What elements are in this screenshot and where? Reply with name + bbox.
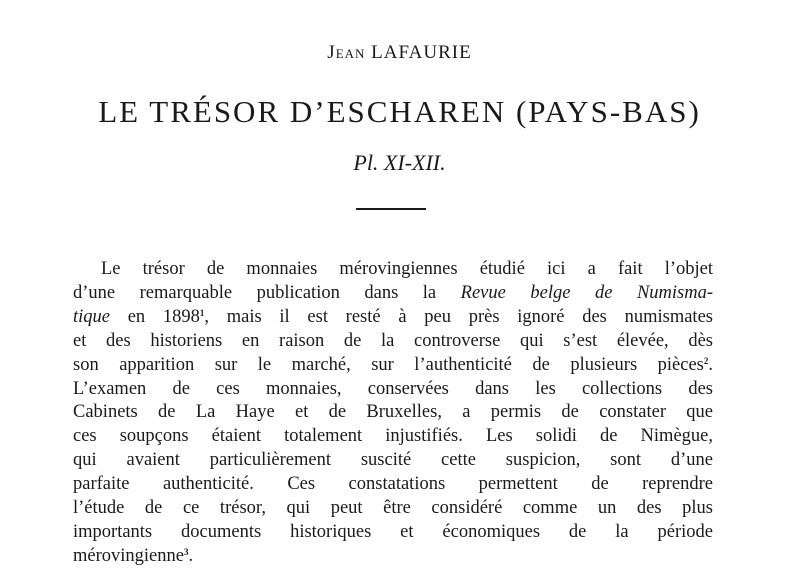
text-segment: mérovingienne <box>73 545 184 566</box>
text-line <box>73 282 713 306</box>
footnote-marker: 3 <box>183 546 189 557</box>
text-line <box>73 306 713 330</box>
journal-title-italic: Revue belge de Numisma- <box>460 282 713 303</box>
text-segment: , mais il est resté à peu près ignoré des numismates <box>204 306 713 327</box>
text-segment: parfaite authenticité. Ces constatations permettent de reprendre <box>73 474 713 495</box>
text-line <box>73 521 713 545</box>
text-line <box>73 497 713 521</box>
footnote-marker: 1 <box>199 307 205 318</box>
text-line <box>73 449 713 473</box>
text-line <box>73 425 713 449</box>
footnote-marker: 2 <box>703 355 709 366</box>
text-segment: Cabinets de La Haye et de Bruxelles, a permis de constater que <box>73 402 713 423</box>
text-line <box>73 354 713 378</box>
text-segment: Le trésor de monnaies mérovingiennes étudié ici a fait l’objet <box>101 259 713 279</box>
article-title: LE TRÉSOR D’ESCHAREN (PAYS-BAS) <box>98 94 701 129</box>
text-line <box>73 401 713 425</box>
title-divider <box>356 208 426 210</box>
text-segment: . <box>188 545 194 566</box>
text-segment: d’une remarquable publication dans la <box>73 282 461 303</box>
text-segment: . <box>708 354 713 375</box>
text-segment: l’étude de ce trésor, qui peut être considéré comme un des plus <box>73 498 713 519</box>
author-name: Jean LAFAURIE <box>327 42 472 63</box>
body-paragraph <box>73 258 713 569</box>
text-segment: ces soupçons étaient totalement injustifiés. Les solidi de Nimègue, <box>73 426 713 447</box>
journal-title-italic: tique <box>73 306 110 327</box>
text-segment: L’examen de ces monnaies, conservées dans les collections des <box>73 378 713 399</box>
plates-reference: Pl. XI-XII. <box>353 150 446 175</box>
text-segment: et des historiens en raison de la controverse qui s’est élevée, dès <box>73 330 713 351</box>
text-line <box>73 378 713 402</box>
text-segment: en 1898 <box>110 306 200 327</box>
text-line <box>73 330 713 354</box>
text-segment: importants documents historiques et économiques de la période <box>73 521 713 542</box>
text-segment: qui avaient particulièrement suscité cette suspicion, sont d’une <box>73 450 713 471</box>
text-segment: son apparition sur le marché, sur l’authenticité de plusieurs pièces <box>73 354 704 375</box>
text-line <box>73 258 713 282</box>
text-line <box>73 545 713 569</box>
text-line <box>73 473 713 497</box>
